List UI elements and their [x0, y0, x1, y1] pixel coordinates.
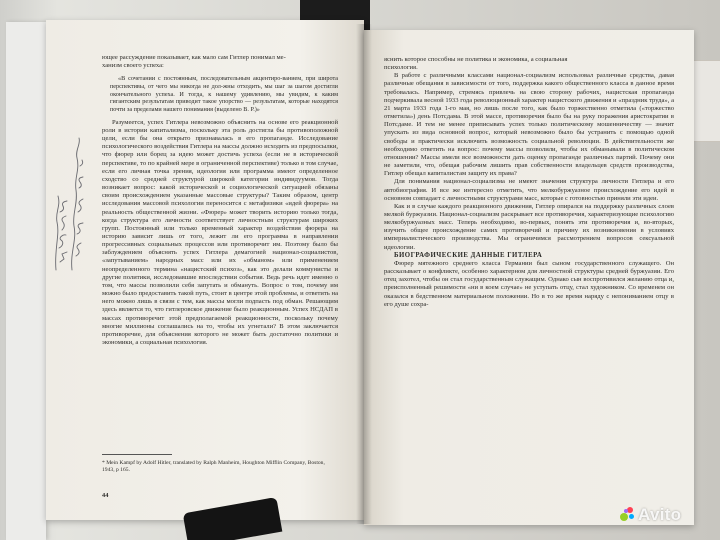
right-top-line-2: психология.: [384, 64, 418, 72]
handwritten-pencil-note: [50, 130, 90, 280]
left-page-text: [102, 54, 338, 347]
section-paragraph: Фюрер мятежного среднего класса Германии был сыном государственного служащего. Он рассказывает о конфликте, особенно характерном для личностной структуры средней буржуазии. Его отец захотел, чтобы он стал государственным служащим. Однако сын воспротивился желанию отца и, преисполненный решимости «ни в коем случае» не уступать отцу, стал художником. Со временем он оказался в бедственном материальном положении. Но в то же время наряду с непониманием отцу в его душе сохра-: [384, 259, 674, 308]
left-paragraph: Разумеется, успех Гитлера невозможно объяснить на основе его реакционной роли в истории капитализма, поскольку эта роль достигла бы противоположной цели, если бы она открыто признавалась в его пропаганде. Исследование психологического воздействия Гитлера на массы должно исходить из предпосылки, что фюрер или борец за идею может достичь успеха (если не в исторической перспективе, то по крайней мере в ограниченной перспективе) только в том случае, если его личная точка зрения, идеология или программа имеют определенное сходство со средней структурой широкой категории индивидуумов. Тогда возникает вопрос: какой исторической и социологической ситуацией обязаны своим происхождением указанные массовые структуры? Таким образом, центр исследования массовой психологии переносится с метафизики «идей фюрера» на реальность общественной жизни. «Фюрер» может творить историю только тогда, когда структура его личности соответствует личностным структурам широких групп. Постоянный или только временный характер воздействия фюрера на историю зависит лишь от того, лежит ли его программа в направлении прогрессивных социальных процессов или противоречит им. Поэтому было бы заблуждением объяснять успех Гитлера демагогией национал-социалистов, «запутыванием» народных масс или их «обманом» или применением неопределенного термина «нацистский психоз», как это делали коммунисты и другие политики, исследовавшие впоследствии события. Ведь речь идет именно о том, что массы позволили себя запутать и обмануть. Вопрос о том, почему им можно было предоставить такой путь, стоит в центре этой проблемы, и ответить на него можно лишь в связи с тем, как массы могли подпасть под обман. Решающим здесь является то, что гитлеровское движение было реакционным. Успех НСДАП в массах противоречит этой предполагаемой реакционности, поскольку почему многие миллионы соглашались на то, чтобы их угнетали? В этом заключается противоречие, для объяснения которого не может быть достаточно политики и экономики, а социальная психология.: [102, 118, 338, 347]
right-paragraph-3: Как и в случае каждого реакционного движения, Гитлер опирался на поддержку различных слоев мелкой буржуазии. Национал-социализм раскрывает все противоречия, характеризующие психологию мелкобуржуазных масс. Теперь необходимо, во-первых, понять эти противоречия и, во-вторых, изучить общее происхождение самих противоречий и причину их возникновения в условиях империалистического производства. Мы ограничимся рассмотрением вопросов сексуальной идеологии.: [384, 202, 674, 251]
book-cover-edge: [6, 22, 46, 540]
paper-strip: [692, 60, 720, 142]
section-heading: БИОГРАФИЧЕСКИЕ ДАННЫЕ ГИТЛЕРА: [394, 251, 543, 259]
watermark-text: Avito: [638, 505, 682, 524]
right-page-text: [384, 56, 674, 309]
quote-block: [110, 75, 338, 114]
footnote-rule: [102, 454, 172, 455]
quote-text: «В сочетании с постоянным, последовательным акцентиро-ванием, при широта перспективы, от чего мы никогда не дол-жны отходить, мы шаг за шагом достигли окончательного успеха. И тогда, к нашему удивлению, мы увидим, к каким гигантским результатам приводит такое упорство — результатам, которые находятся почти за пределами нашего понимания (выделено В. Р.)»: [110, 75, 338, 114]
footnote: * Mein Kampf by Adolf Hitler, translated by Ralph Manheim, Houghton Mifflin Company, Boston, 1943, p 165.: [102, 460, 325, 473]
left-top-line-1: ющее рассуждение показывает, как мало сам Гитлер понимал ме-: [102, 54, 286, 61]
right-paragraph-1: В работе с различными классами национал-социализм использовал различные средства, давая различные обещания в зависимости от того, поддержка какого общественного класса в данное время требовалась. Например, стремясь привлечь на свою сторону рабочих, нацистская пропаганда подчеркивала весной 1933 года революционный характер нацистского движения и «праздник труда», а 21 марта 1933 года 1-го мая, но лишь после того, как было торжественно отметила («торжество отметила») день Потсдама. В этой массе, противоречия было бы на руку поражения аристократии в Потсдаме. И тем не менее приписывать успех только политическому мошенничеству — значит упускать из вида основной вопрос, который невозможно было бы устранить с помощью одной свободы и практически исключить возможность социальной революции. В действительности же необходимо ответить на вопрос: почему массы позволили, чтобы их обманывали в политическом отношении? Массы имели все возможности дать оценку пропаганде различных партий. Почему они не заметили, что, обещая рабочим лишить прав собственности владельцев средств производства, Гитлер обещал капиталистам защиту их права?: [384, 72, 674, 178]
right-page: [364, 30, 694, 525]
book-spine-shadow: [356, 24, 372, 524]
right-top-line-1: яснить которое способны не политика и экономика, а социальная: [384, 56, 568, 63]
watermark: [620, 505, 681, 525]
avito-logo-icon: [620, 507, 635, 522]
left-page: [46, 20, 364, 520]
left-top-line-2: ханизм своего успеха:: [102, 62, 164, 70]
page-number: 44: [102, 492, 109, 499]
right-paragraph-2: Для понимания национал-социализма не имеют значения структура личности Гитлера и его автобиография. И все же интересно отметить, что мелкобуржуазное происхождение его идей в основном совпадает с личностными структурами масс, которые с готовностью приняли эти идеи.: [384, 178, 674, 202]
